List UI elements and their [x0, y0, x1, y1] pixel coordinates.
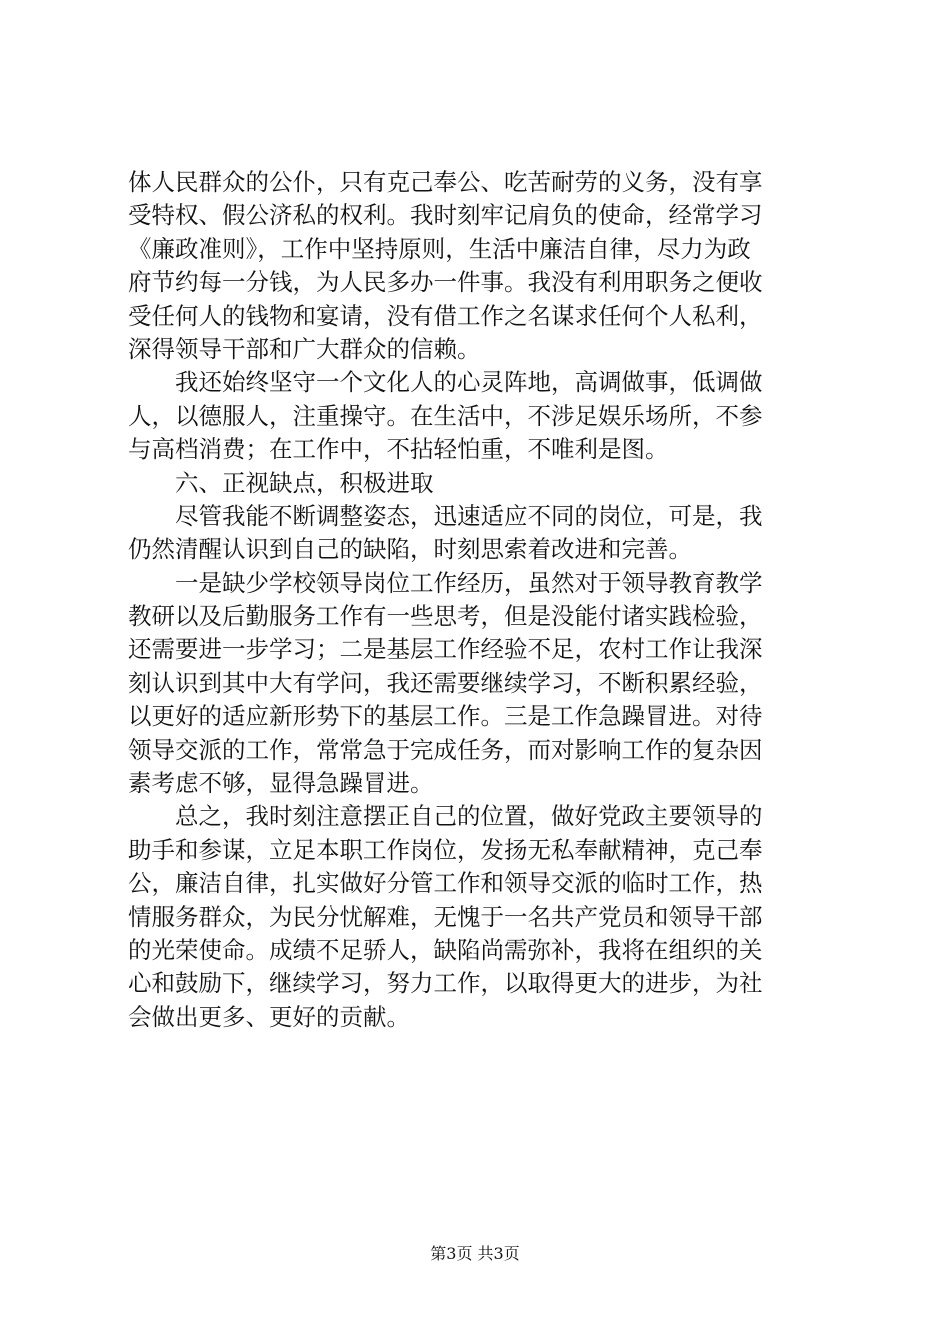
text-line: 以更好的适应新形势下的基层工作。三是工作急躁冒进。对待	[128, 702, 763, 731]
text-line: 公，廉洁自律，扎实做好分管工作和领导交派的临时工作，热	[128, 869, 763, 898]
text-line: 刻认识到其中大有学问，我还需要继续学习，不断积累经验，	[128, 668, 763, 697]
paragraph-first-line: 一是缺少学校领导岗位工作经历，虽然对于领导教育教学	[175, 568, 763, 597]
paragraph-first-line: 总之，我时刻注意摆正自己的位置，做好党政主要领导的	[175, 802, 763, 831]
text-line: 助手和参谋，立足本职工作岗位，发扬无私奉献精神，克己奉	[128, 835, 763, 864]
text-line: 教研以及后勤服务工作有一些思考，但是没能付诸实践检验，	[128, 602, 763, 631]
text-line: 与高档消费；在工作中，不拈轻怕重，不唯利是图。	[128, 435, 669, 464]
paragraph-first-line: 我还始终坚守一个文化人的心灵阵地，高调做事，低调做	[175, 368, 763, 397]
paragraph-first-line: 尽管我能不断调整姿态，迅速适应不同的岗位，可是，我	[175, 501, 763, 530]
text-line: 领导交派的工作，常常急于完成任务，而对影响工作的复杂因	[128, 735, 763, 764]
text-line: 受特权、假公济私的权利。我时刻牢记肩负的使命，经常学习	[128, 201, 763, 230]
text-line: 素考虑不够，显得急躁冒进。	[128, 769, 434, 798]
text-line: 体人民群众的公仆，只有克己奉公、吃苦耐劳的义务，没有享	[128, 168, 763, 196]
text-line: 仍然清醒认识到自己的缺陷，时刻思索着改进和完善。	[128, 535, 692, 564]
text-line: 会做出更多、更好的贡献。	[128, 1002, 410, 1031]
text-line: 还需要进一步学习；二是基层工作经验不足，农村工作让我深	[128, 635, 763, 664]
document-body	[128, 166, 832, 1034]
text-line: 深得领导干部和广大群众的信赖。	[128, 334, 481, 363]
text-line: 人，以德服人，注重操守。在生活中，不涉足娱乐场所，不参	[128, 401, 763, 430]
text-line: 《廉政准则》，工作中坚持原则，生活中廉洁自律，尽力为政	[128, 234, 751, 263]
text-line: 的光荣使命。成绩不足骄人，缺陷尚需弥补，我将在组织的关	[128, 935, 763, 964]
text-line: 心和鼓励下，继续学习，努力工作，以取得更大的进步，为社	[128, 969, 763, 998]
text-line: 府节约每一分钱，为人民多办一件事。我没有利用职务之便收	[128, 268, 763, 297]
page-footer: 第3页 共3页	[430, 1244, 520, 1263]
text-line: 受任何人的钱物和宴请，没有借工作之名谋求任何个人私利，	[128, 301, 763, 330]
text-line: 情服务群众，为民分忧解难，无愧于一名共产党员和领导干部	[128, 902, 763, 931]
paragraph-first-line: 六、正视缺点，积极进取	[175, 468, 434, 497]
